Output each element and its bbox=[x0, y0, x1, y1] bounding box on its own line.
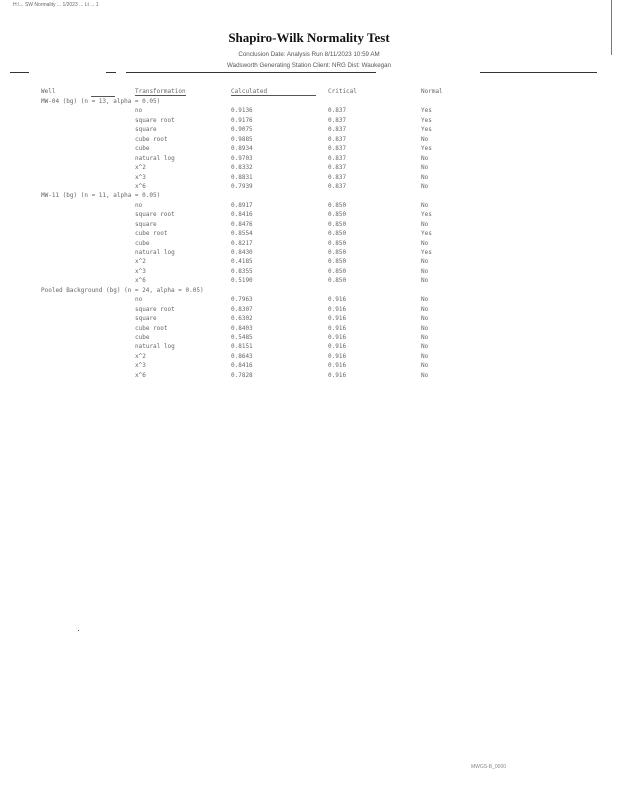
group-label: Pooled Background (bg) (n = 24, alpha = 0.05) bbox=[41, 286, 204, 294]
cell-critical: 0.916 bbox=[328, 315, 347, 323]
col-normal: Normal bbox=[421, 88, 443, 95]
cell-transformation: square root bbox=[135, 211, 175, 219]
cell-calculated: 0.8934 bbox=[231, 145, 253, 153]
cell-calculated: 0.8416 bbox=[231, 362, 253, 370]
cell-normal: No bbox=[421, 362, 429, 370]
cell-transformation: x^6 bbox=[135, 182, 146, 190]
cell-normal: No bbox=[421, 220, 429, 228]
cell-normal: Yes bbox=[421, 249, 432, 256]
cell-critical: 0.916 bbox=[328, 371, 347, 379]
cell-normal: Yes bbox=[421, 116, 432, 124]
cell-calculated: 0.8355 bbox=[231, 267, 253, 275]
page-title: Shapiro-Wilk Normality Test bbox=[228, 30, 390, 45]
cell-critical: 0.837 bbox=[328, 182, 347, 190]
cell-transformation: square bbox=[135, 315, 157, 323]
group-header-row bbox=[41, 192, 601, 201]
table-row bbox=[41, 202, 601, 211]
cell-transformation: no bbox=[135, 296, 143, 304]
cell-normal: No bbox=[421, 296, 429, 304]
cell-normal: Yes bbox=[421, 107, 432, 115]
table-row bbox=[41, 136, 601, 145]
cell-transformation: x^2 bbox=[135, 164, 146, 172]
cell-transformation: x^3 bbox=[135, 362, 146, 370]
cell-normal: No bbox=[421, 135, 429, 143]
cell-calculated: 0.5190 bbox=[231, 277, 253, 285]
cell-normal: No bbox=[421, 333, 429, 341]
table-row bbox=[41, 306, 601, 315]
cell-transformation: square bbox=[135, 220, 157, 228]
group-label: MW-04 (bg) (n = 13, alpha = 0.05) bbox=[41, 98, 161, 105]
cell-critical: 0.916 bbox=[328, 333, 347, 341]
cell-critical: 0.916 bbox=[328, 352, 347, 360]
table-row bbox=[41, 240, 601, 249]
cell-calculated: 0.8416 bbox=[231, 211, 253, 219]
cell-transformation: square root bbox=[135, 116, 175, 124]
table-row bbox=[41, 353, 601, 362]
cell-calculated: 0.9703 bbox=[231, 154, 253, 162]
table-header bbox=[41, 86, 601, 98]
cell-critical: 0.850 bbox=[328, 239, 347, 247]
cell-transformation: no bbox=[135, 201, 143, 209]
header-rule-center bbox=[126, 72, 376, 73]
table-row bbox=[41, 230, 601, 239]
cell-normal: No bbox=[421, 173, 429, 181]
cell-critical: 0.916 bbox=[328, 305, 347, 313]
cell-calculated: 0.8403 bbox=[231, 324, 253, 332]
cell-transformation: square root bbox=[135, 305, 175, 313]
cell-transformation: cube bbox=[135, 333, 150, 341]
cell-calculated: 0.9885 bbox=[231, 135, 253, 143]
cell-calculated: 0.5485 bbox=[231, 333, 253, 341]
cell-critical: 0.916 bbox=[328, 343, 347, 351]
cell-calculated: 0.7939 bbox=[231, 182, 253, 190]
subtitle-site-client: Wadsworth Generating Station Client: NRG Dist: Waukegan bbox=[227, 62, 391, 69]
cell-calculated: 0.8430 bbox=[231, 249, 253, 256]
cell-normal: No bbox=[421, 267, 429, 275]
table-row bbox=[41, 258, 601, 267]
stray-mark bbox=[78, 630, 79, 631]
cell-transformation: natural log bbox=[135, 249, 175, 256]
cell-critical: 0.837 bbox=[328, 107, 347, 115]
col-well: Well bbox=[41, 88, 56, 95]
cell-calculated: 0.7828 bbox=[231, 371, 253, 379]
cell-critical: 0.837 bbox=[328, 154, 347, 162]
cell-normal: No bbox=[421, 371, 429, 379]
cell-normal: No bbox=[421, 154, 429, 162]
cell-transformation: natural log bbox=[135, 343, 175, 351]
group-header-row bbox=[41, 287, 601, 296]
header-rule-right bbox=[480, 72, 597, 73]
cell-normal: Yes bbox=[421, 126, 432, 134]
margin-mark bbox=[611, 0, 612, 55]
table-row bbox=[41, 117, 601, 126]
cell-transformation: cube root bbox=[135, 135, 168, 143]
cell-calculated: 0.8217 bbox=[231, 239, 253, 247]
table-row bbox=[41, 315, 601, 324]
table-row bbox=[41, 268, 601, 277]
col-calculated: Calculated bbox=[231, 88, 316, 96]
cell-critical: 0.916 bbox=[328, 296, 347, 304]
cell-calculated: 0.8151 bbox=[231, 343, 253, 351]
cell-critical: 0.850 bbox=[328, 267, 347, 275]
table-row bbox=[41, 107, 601, 116]
cell-critical: 0.837 bbox=[328, 135, 347, 143]
cell-calculated: 0.8554 bbox=[231, 230, 253, 238]
cell-calculated: 0.8917 bbox=[231, 201, 253, 209]
cell-critical: 0.850 bbox=[328, 249, 347, 256]
footer-document-code: MWGS-B_0000 bbox=[471, 764, 507, 770]
cell-normal: Yes bbox=[421, 145, 432, 153]
cell-critical: 0.837 bbox=[328, 116, 347, 124]
col-transformation: Transformation bbox=[135, 88, 186, 95]
cell-transformation: x^3 bbox=[135, 267, 146, 275]
cell-calculated: 0.7963 bbox=[231, 296, 253, 304]
cell-normal: No bbox=[421, 258, 429, 266]
cell-normal: No bbox=[421, 182, 429, 190]
cell-calculated: 0.8831 bbox=[231, 173, 253, 181]
cell-transformation: natural log bbox=[135, 154, 175, 162]
cell-critical: 0.850 bbox=[328, 211, 347, 219]
table-row bbox=[41, 211, 601, 220]
cell-critical: 0.850 bbox=[328, 220, 347, 228]
cell-normal: No bbox=[421, 201, 429, 209]
table-row bbox=[41, 343, 601, 352]
cell-transformation: x^3 bbox=[135, 173, 146, 181]
cell-transformation: x^2 bbox=[135, 352, 146, 360]
cell-normal: No bbox=[421, 277, 429, 285]
cell-calculated: 0.8643 bbox=[231, 352, 253, 360]
col-critical: Critical bbox=[328, 88, 357, 95]
cell-calculated: 0.8476 bbox=[231, 220, 253, 228]
cell-critical: 0.850 bbox=[328, 258, 347, 266]
cell-calculated: 0.6302 bbox=[231, 315, 253, 323]
table-row bbox=[41, 145, 601, 154]
table-row bbox=[41, 183, 601, 192]
cell-calculated: 0.4185 bbox=[231, 258, 253, 266]
cell-critical: 0.837 bbox=[328, 164, 347, 172]
cell-normal: No bbox=[421, 343, 429, 351]
cell-transformation: x^2 bbox=[135, 258, 146, 266]
cell-critical: 0.837 bbox=[328, 173, 347, 181]
cell-calculated: 0.9075 bbox=[231, 126, 253, 134]
cell-transformation: cube root bbox=[135, 230, 168, 238]
header-rule-short bbox=[106, 72, 116, 73]
table-row bbox=[41, 174, 601, 183]
cell-normal: No bbox=[421, 164, 429, 172]
cell-transformation: no bbox=[135, 107, 143, 115]
subtitle-analysis-date: Conclusion Date: Analysis Run 8/11/2023 10:59 AM bbox=[238, 51, 380, 58]
cell-critical: 0.916 bbox=[328, 324, 347, 332]
group-header-row bbox=[41, 98, 601, 107]
cell-critical: 0.837 bbox=[328, 126, 347, 134]
cell-critical: 0.916 bbox=[328, 362, 347, 370]
cell-calculated: 0.9176 bbox=[231, 116, 253, 124]
cell-normal: No bbox=[421, 324, 429, 332]
table-row bbox=[41, 372, 601, 381]
cell-transformation: x^6 bbox=[135, 371, 146, 379]
cell-critical: 0.850 bbox=[328, 277, 347, 285]
header-rule-left bbox=[10, 72, 29, 73]
cell-normal: Yes bbox=[421, 211, 432, 219]
cell-critical: 0.837 bbox=[328, 145, 347, 153]
cell-transformation: square bbox=[135, 126, 157, 134]
cell-transformation: cube bbox=[135, 145, 150, 153]
table-row bbox=[41, 155, 601, 164]
table-row bbox=[41, 277, 601, 286]
table-row bbox=[41, 249, 601, 258]
table-row bbox=[41, 164, 601, 173]
group-label: MW-11 (bg) (n = 11, alpha = 0.05) bbox=[41, 192, 161, 200]
normality-table bbox=[41, 86, 601, 381]
table-row bbox=[41, 221, 601, 230]
cell-normal: No bbox=[421, 239, 429, 247]
cell-calculated: 0.8332 bbox=[231, 164, 253, 172]
cell-transformation: cube root bbox=[135, 324, 168, 332]
cell-normal: Yes bbox=[421, 230, 432, 238]
cell-critical: 0.850 bbox=[328, 201, 347, 209]
cell-normal: No bbox=[421, 315, 429, 323]
cell-transformation: cube bbox=[135, 239, 150, 247]
cell-normal: No bbox=[421, 352, 429, 360]
header-file-path: H:\... SW Normality ... 1/2023 ... Lt ... 1 bbox=[13, 2, 99, 8]
cell-critical: 0.850 bbox=[328, 230, 347, 238]
table-row bbox=[41, 296, 601, 305]
table-row bbox=[41, 362, 601, 371]
cell-calculated: 0.9136 bbox=[231, 107, 253, 115]
table-row bbox=[41, 334, 601, 343]
table-row bbox=[41, 325, 601, 334]
cell-calculated: 0.8307 bbox=[231, 305, 253, 313]
cell-transformation: x^6 bbox=[135, 277, 146, 285]
table-row bbox=[41, 126, 601, 135]
cell-normal: No bbox=[421, 305, 429, 313]
